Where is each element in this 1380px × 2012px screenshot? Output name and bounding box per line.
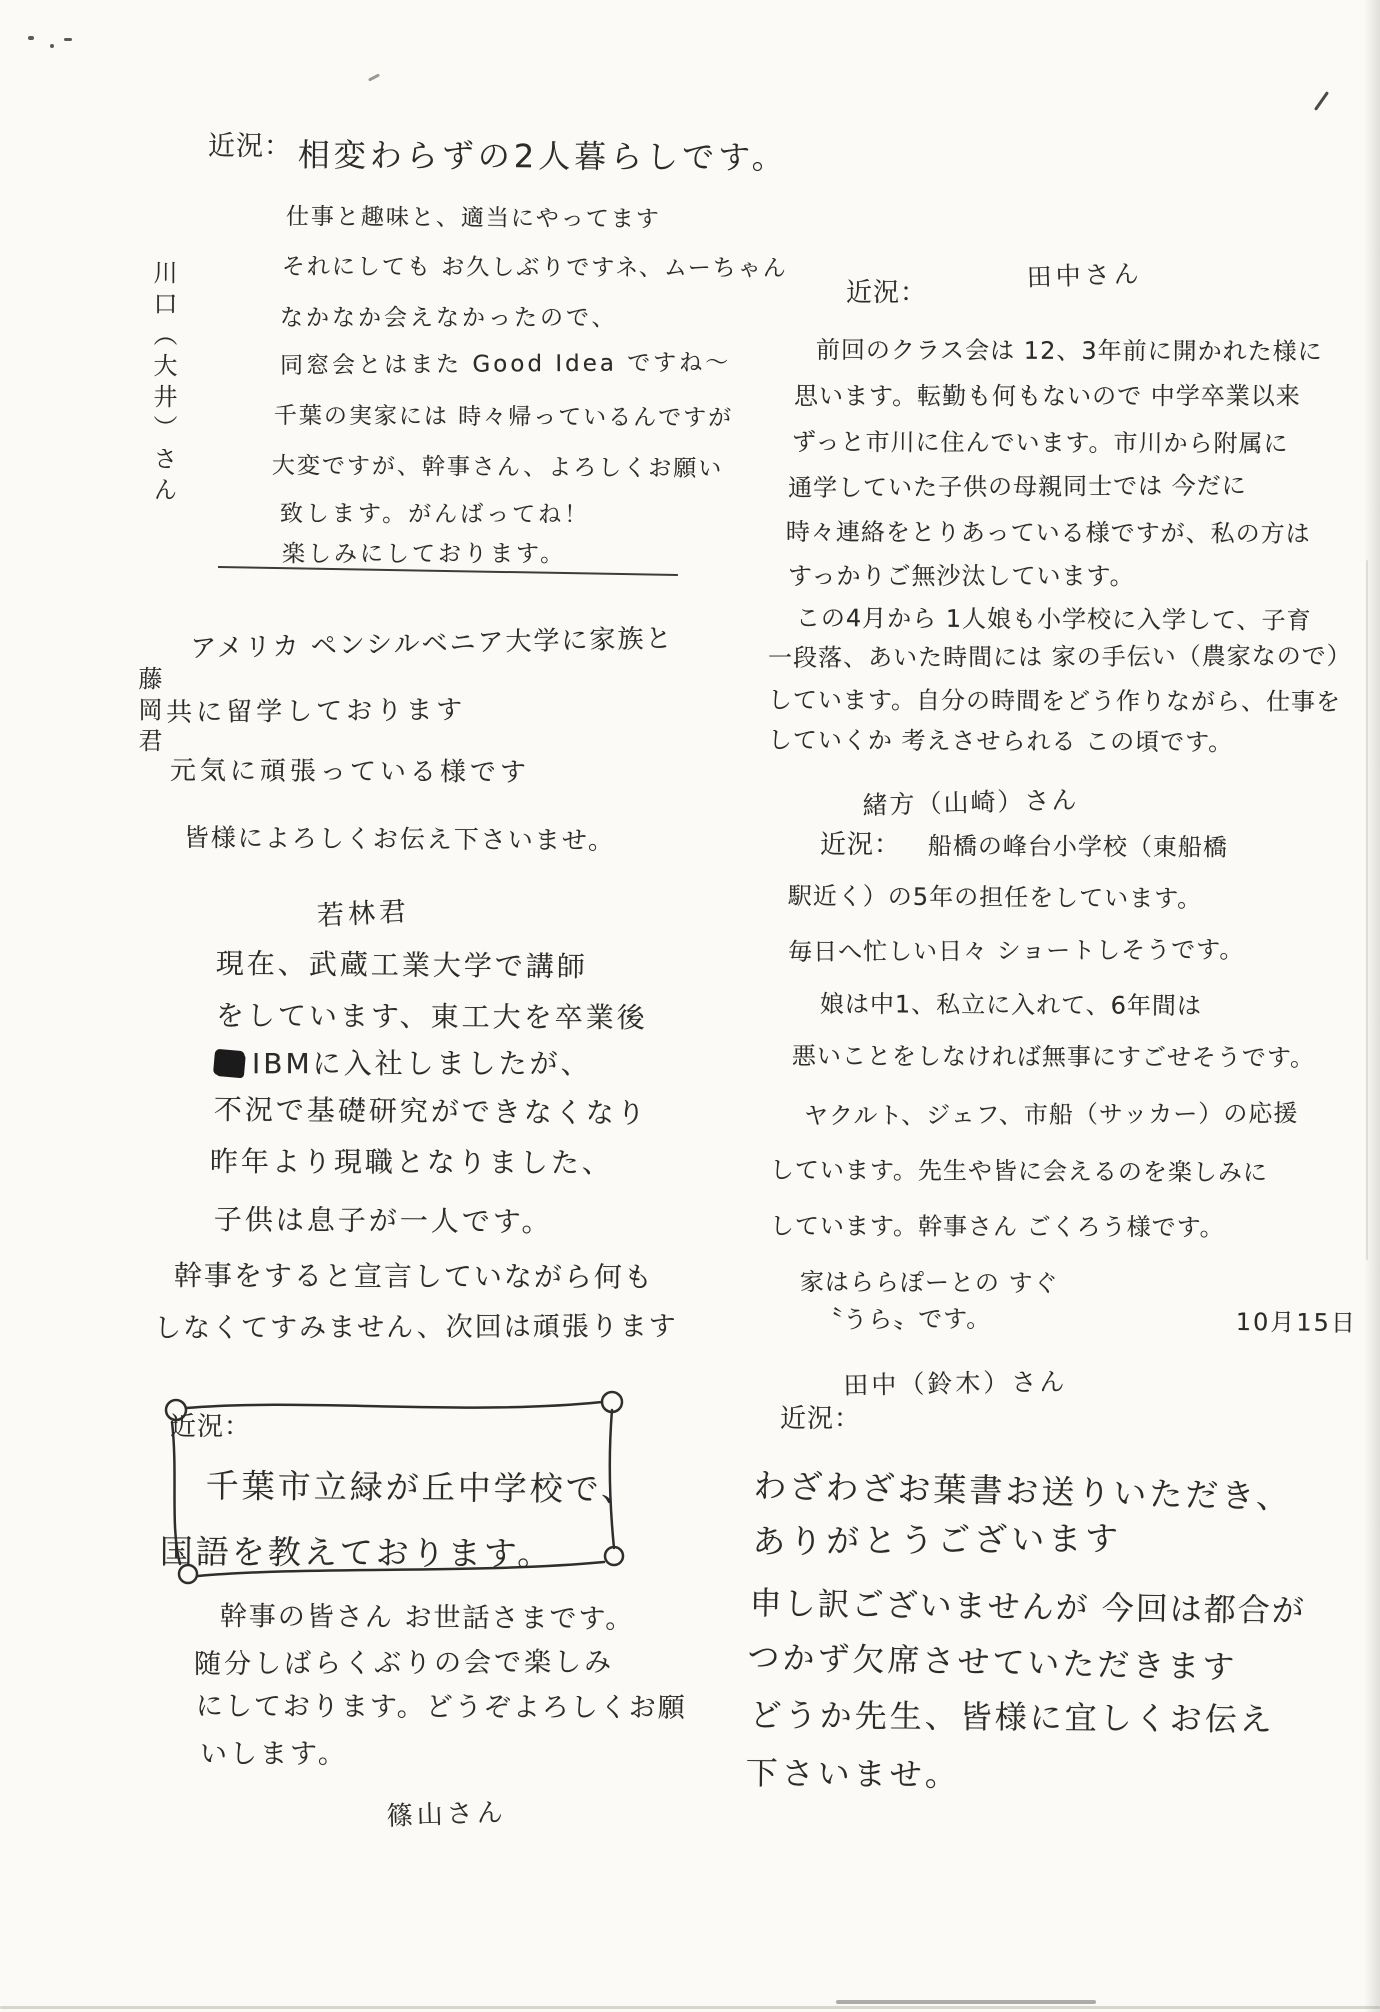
scan-speck bbox=[50, 44, 54, 48]
ogata-line: 娘は中1、私立に入れて、6年間は bbox=[819, 989, 1203, 1020]
shinoyama-line: にしております。どうぞよろしくお願 bbox=[195, 1691, 687, 1724]
tanaka-line: この4月から 1人娘も小学校に入学して、子育 bbox=[795, 603, 1312, 635]
tanaka-suzuki-name: 田中（鈴木）さん bbox=[843, 1367, 1068, 1400]
tanaka-line: 前回のクラス会は 12、3年前に開かれた様に bbox=[815, 335, 1323, 366]
shinoyama-boxed-line: 千葉市立緑が丘中学校で、 bbox=[205, 1465, 638, 1509]
ogata-line: 船橋の峰台小学校（東船橋 bbox=[927, 831, 1228, 862]
wakabayashi-line bbox=[214, 1042, 592, 1082]
kawaguchi-line: 大変ですが、幹事さん、よろしくお願い bbox=[271, 452, 724, 483]
shinoyama-line: いします。 bbox=[200, 1739, 348, 1770]
scan-mark bbox=[368, 73, 380, 81]
scan-edge-shadow bbox=[836, 2000, 1096, 2004]
tanaka-line: していくか 考えさせられる この頃です。 bbox=[767, 725, 1234, 757]
tanaka-suzuki-line: ありがとうございます bbox=[752, 1518, 1123, 1561]
ogata-line: 駅近く）の5年の担任をしています。 bbox=[787, 881, 1203, 913]
shinoyama-boxed-line: 国語を教えております。 bbox=[159, 1531, 554, 1574]
kawaguchi-line: 仕事と趣味と、適当にやってます bbox=[285, 203, 661, 233]
ogata-line: しています。幹事さん ごくろう様です。 bbox=[769, 1212, 1225, 1242]
tanaka-name: 田中さん bbox=[1026, 258, 1144, 292]
tanaka-suzuki-line: つかず欠席させていただきます bbox=[747, 1637, 1238, 1687]
fujioka-line: アメリカ ペンシルベニア大学に家族と bbox=[190, 623, 674, 664]
wakabayashi-line: 幹事をすると宣言していながら何も bbox=[173, 1259, 654, 1294]
kawaguchi-line: それにしても お久しぶりですネ、ムーちゃん bbox=[281, 253, 788, 282]
kawaguchi-line: 千葉の実家には 時々帰っているんですが bbox=[273, 402, 734, 432]
wakabayashi-line: 現在、武蔵工業大学で講師 bbox=[215, 946, 588, 984]
paper-crease bbox=[1366, 560, 1368, 1260]
ogata-line: 毎日へ忙しい日々 ショートしそうです。 bbox=[788, 935, 1245, 966]
tanaka-suzuki-line: どうか先生、皆様に宜しくお伝え bbox=[749, 1695, 1275, 1739]
ogata-line: 〝うら〟です。 bbox=[818, 1304, 992, 1334]
wakabayashi-heading: 若林君 bbox=[316, 896, 411, 932]
wakabayashi-line: 子供は息子が一人です。 bbox=[213, 1202, 553, 1239]
wakabayashi-line: 昨年より現職となりました、 bbox=[209, 1145, 613, 1180]
scan-edge-line bbox=[0, 2006, 1380, 2009]
ogata-date: 10月15日 bbox=[1235, 1307, 1358, 1338]
kawaguchi-line: なかなか会えなかったので、 bbox=[280, 305, 618, 331]
kawaguchi-line: 致します。がんばってね！ bbox=[279, 500, 591, 529]
ogata-line: 家はららぽーとの すぐ bbox=[799, 1267, 1059, 1298]
tanaka-line: しています。自分の時間をどう作りながら、仕事を bbox=[767, 685, 1342, 717]
kinkyo-label-tanaka-suzuki: 近況： bbox=[780, 1404, 862, 1434]
kinkyo-label-kawaguchi: 近況： bbox=[208, 131, 292, 162]
fujioka-name-vertical: 藤岡君 bbox=[134, 666, 162, 759]
fujioka-line: 皆様によろしくお伝え下さいませ。 bbox=[183, 822, 616, 856]
wakabayashi-line: 不況で基礎研究ができなくなり bbox=[213, 1092, 648, 1130]
tanaka-suzuki-line: 申し訳ございませんが 今回は都合が bbox=[749, 1583, 1307, 1630]
tanaka-line: すっかりご無沙汰しています。 bbox=[788, 562, 1135, 590]
scratched-out-character bbox=[213, 1049, 245, 1078]
tanaka-line: 時々連絡をとりあっている様ですが、私の方は bbox=[785, 517, 1311, 548]
tanaka-suzuki-line: わざわざお葉書お送りいただき、 bbox=[753, 1465, 1293, 1517]
tanaka-line: 一段落、あいた時間には 家の手伝い（農家なので） bbox=[768, 641, 1352, 672]
scan-mark bbox=[1314, 91, 1329, 111]
wakabayashi-line: をしています、東工大を卒業後 bbox=[215, 998, 648, 1035]
kinkyo-label-tanaka: 近況： bbox=[846, 278, 928, 308]
ogata-line: ヤクルト、ジェフ、市船（サッカー）の応援 bbox=[804, 1099, 1299, 1130]
shinoyama-line: 幹事の皆さん お世話さまです。 bbox=[219, 1600, 635, 1635]
tanaka-line: 通学していた子供の母親同士では 今だに bbox=[788, 471, 1247, 502]
fujioka-line: 元気に頑張っている様です bbox=[169, 755, 530, 788]
kawaguchi-headline: 相変わらずの2人暮らしです。 bbox=[297, 135, 788, 177]
shinoyama-line: 随分しばらくぶりの会で楽しみ bbox=[194, 1646, 615, 1680]
scan-speck bbox=[28, 36, 34, 40]
kawaguchi-line: 同窓会とはまた Good Idea ですね〜 bbox=[280, 349, 732, 379]
kinkyo-label-shinoyama: 近況： bbox=[170, 1412, 252, 1442]
ogata-name: 緒方（山崎）さん bbox=[862, 785, 1079, 820]
tanaka-suzuki-line: 下さいませ。 bbox=[745, 1753, 961, 1794]
ogata-line: しています。先生や皆に会えるのを楽しみに bbox=[769, 1155, 1269, 1187]
shinoyama-signature: 篠山さん bbox=[386, 1797, 508, 1832]
wakabayashi-line: しなくてすみません、次回は頑張ります bbox=[154, 1311, 678, 1344]
tanaka-line: ずっと市川に住んでいます。市川から附属に bbox=[791, 427, 1289, 458]
ogata-line: 悪いことをしなければ無事にすごせそうです。 bbox=[791, 1042, 1316, 1072]
kawaguchi-line: 楽しみにしております。 bbox=[282, 541, 567, 567]
fujioka-line: 共に留学しております bbox=[166, 695, 467, 728]
kawaguchi-name-vertical: 川口（大井）さん bbox=[149, 260, 177, 508]
kinkyo-label-ogata: 近況： bbox=[820, 830, 902, 860]
scan-speck bbox=[64, 38, 72, 41]
tanaka-line: 思います。転勤も何もないので 中学卒業以来 bbox=[794, 382, 1301, 410]
wakabayashi-line-text: IBMに入社しましたが、 bbox=[252, 1047, 592, 1080]
